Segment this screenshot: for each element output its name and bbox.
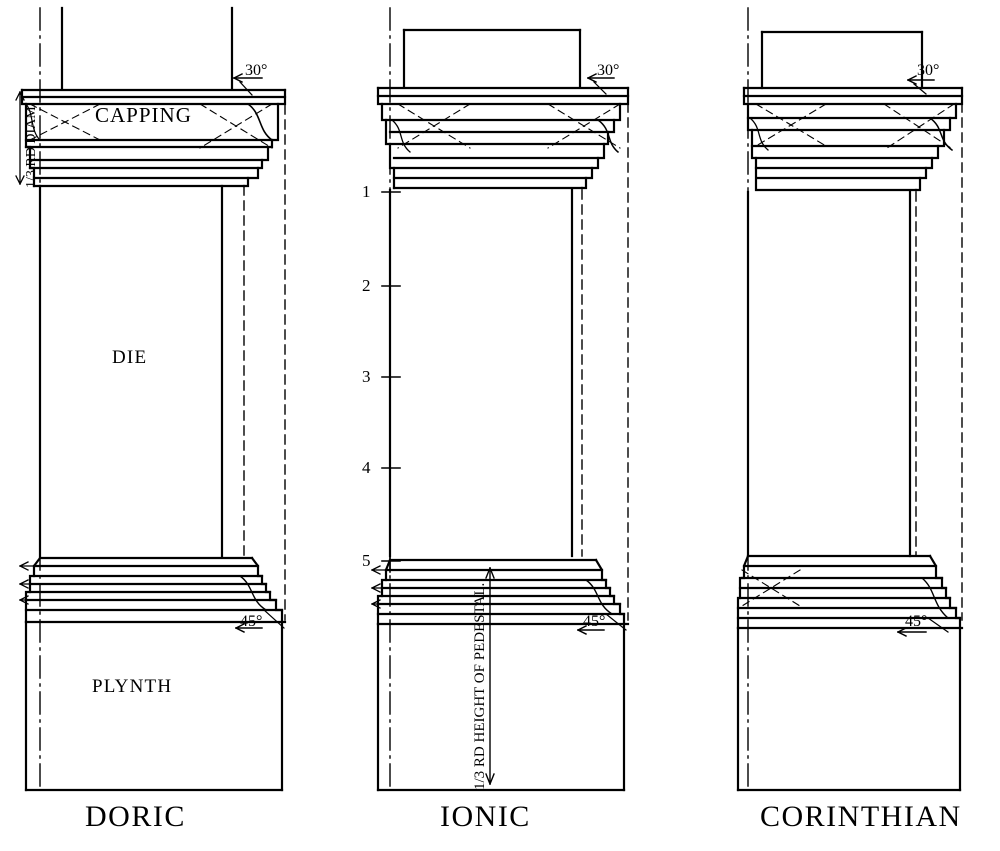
angle-corinthian-plinth-45: 45°: [905, 613, 928, 630]
scale-tick-5: 5: [362, 551, 371, 570]
label-plynth: PLYNTH: [92, 676, 173, 697]
scale-tick-2: 2: [362, 276, 371, 295]
angle-corinthian-cap-30: 30°: [917, 62, 940, 79]
label-capping: CAPPING: [95, 103, 192, 127]
order-name-doric: DORIC: [85, 800, 186, 833]
ionic-pedestal: [372, 8, 628, 790]
order-name-corinthian: CORINTHIAN: [760, 800, 962, 833]
angle-ionic-cap-30: 30°: [597, 62, 620, 79]
dimension-doric-third-diameter: 1/3 RD DIAM.: [24, 102, 39, 188]
order-name-ionic: IONIC: [440, 800, 531, 833]
angle-doric-plinth-45: 45°: [240, 613, 263, 630]
scale-tick-3: 3: [362, 367, 371, 386]
scale-tick-1: 1: [362, 182, 371, 201]
angle-doric-cap-30: 30°: [245, 62, 268, 79]
corinthian-pedestal: [738, 8, 962, 790]
label-die: DIE: [112, 347, 148, 368]
scale-tick-4: 4: [362, 458, 371, 477]
angle-ionic-plinth-45: 45°: [583, 613, 606, 630]
dimension-ionic-third-height-of-pedestal: 1/3 RD HEIGHT OF PEDESTAL.: [472, 582, 488, 790]
